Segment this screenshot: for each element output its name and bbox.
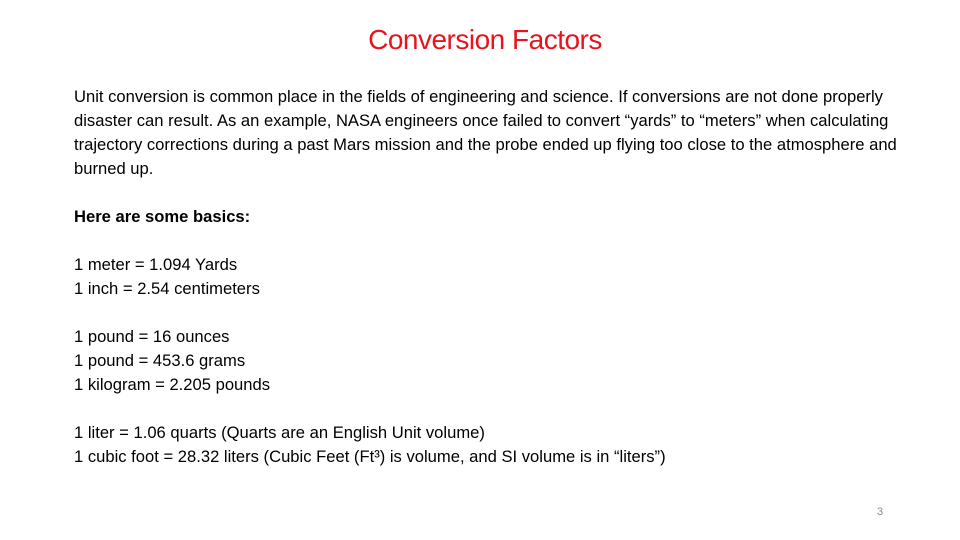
conversion-line: 1 cubic foot = 28.32 liters (Cubic Feet (Ft³) is volume, and SI volume is in “liters”)	[74, 447, 666, 466]
conversion-line: 1 liter = 1.06 quarts (Quarts are an English Unit volume)	[74, 423, 485, 442]
conversion-line: 1 kilogram = 2.205 pounds	[74, 375, 271, 394]
conversion-line: 1 meter = 1.094 Yards	[74, 255, 238, 274]
conversion-line: 1 inch = 2.54 centimeters	[74, 279, 260, 298]
volume-conversions	[74, 421, 914, 469]
page-number: 3	[876, 506, 884, 518]
conversion-line: 1 pound = 16 ounces	[74, 327, 230, 346]
slide-title: Conversion Factors	[368, 24, 602, 55]
basics-heading: Here are some basics:	[74, 207, 251, 226]
intro-paragraph: Unit conversion is common place in the fields of engineering and science. If conversions are not done properly disaster can result. As an example, NASA engineers once failed to convert “yards” to “meters” when calculating trajectory corrections during a past Mars mission and the probe ended up flying too close to the atmosphere and burned up.	[74, 87, 897, 178]
length-conversions	[74, 253, 914, 301]
slide-body	[74, 85, 914, 469]
conversion-line: 1 pound = 453.6 grams	[74, 351, 246, 370]
mass-conversions	[74, 325, 914, 397]
